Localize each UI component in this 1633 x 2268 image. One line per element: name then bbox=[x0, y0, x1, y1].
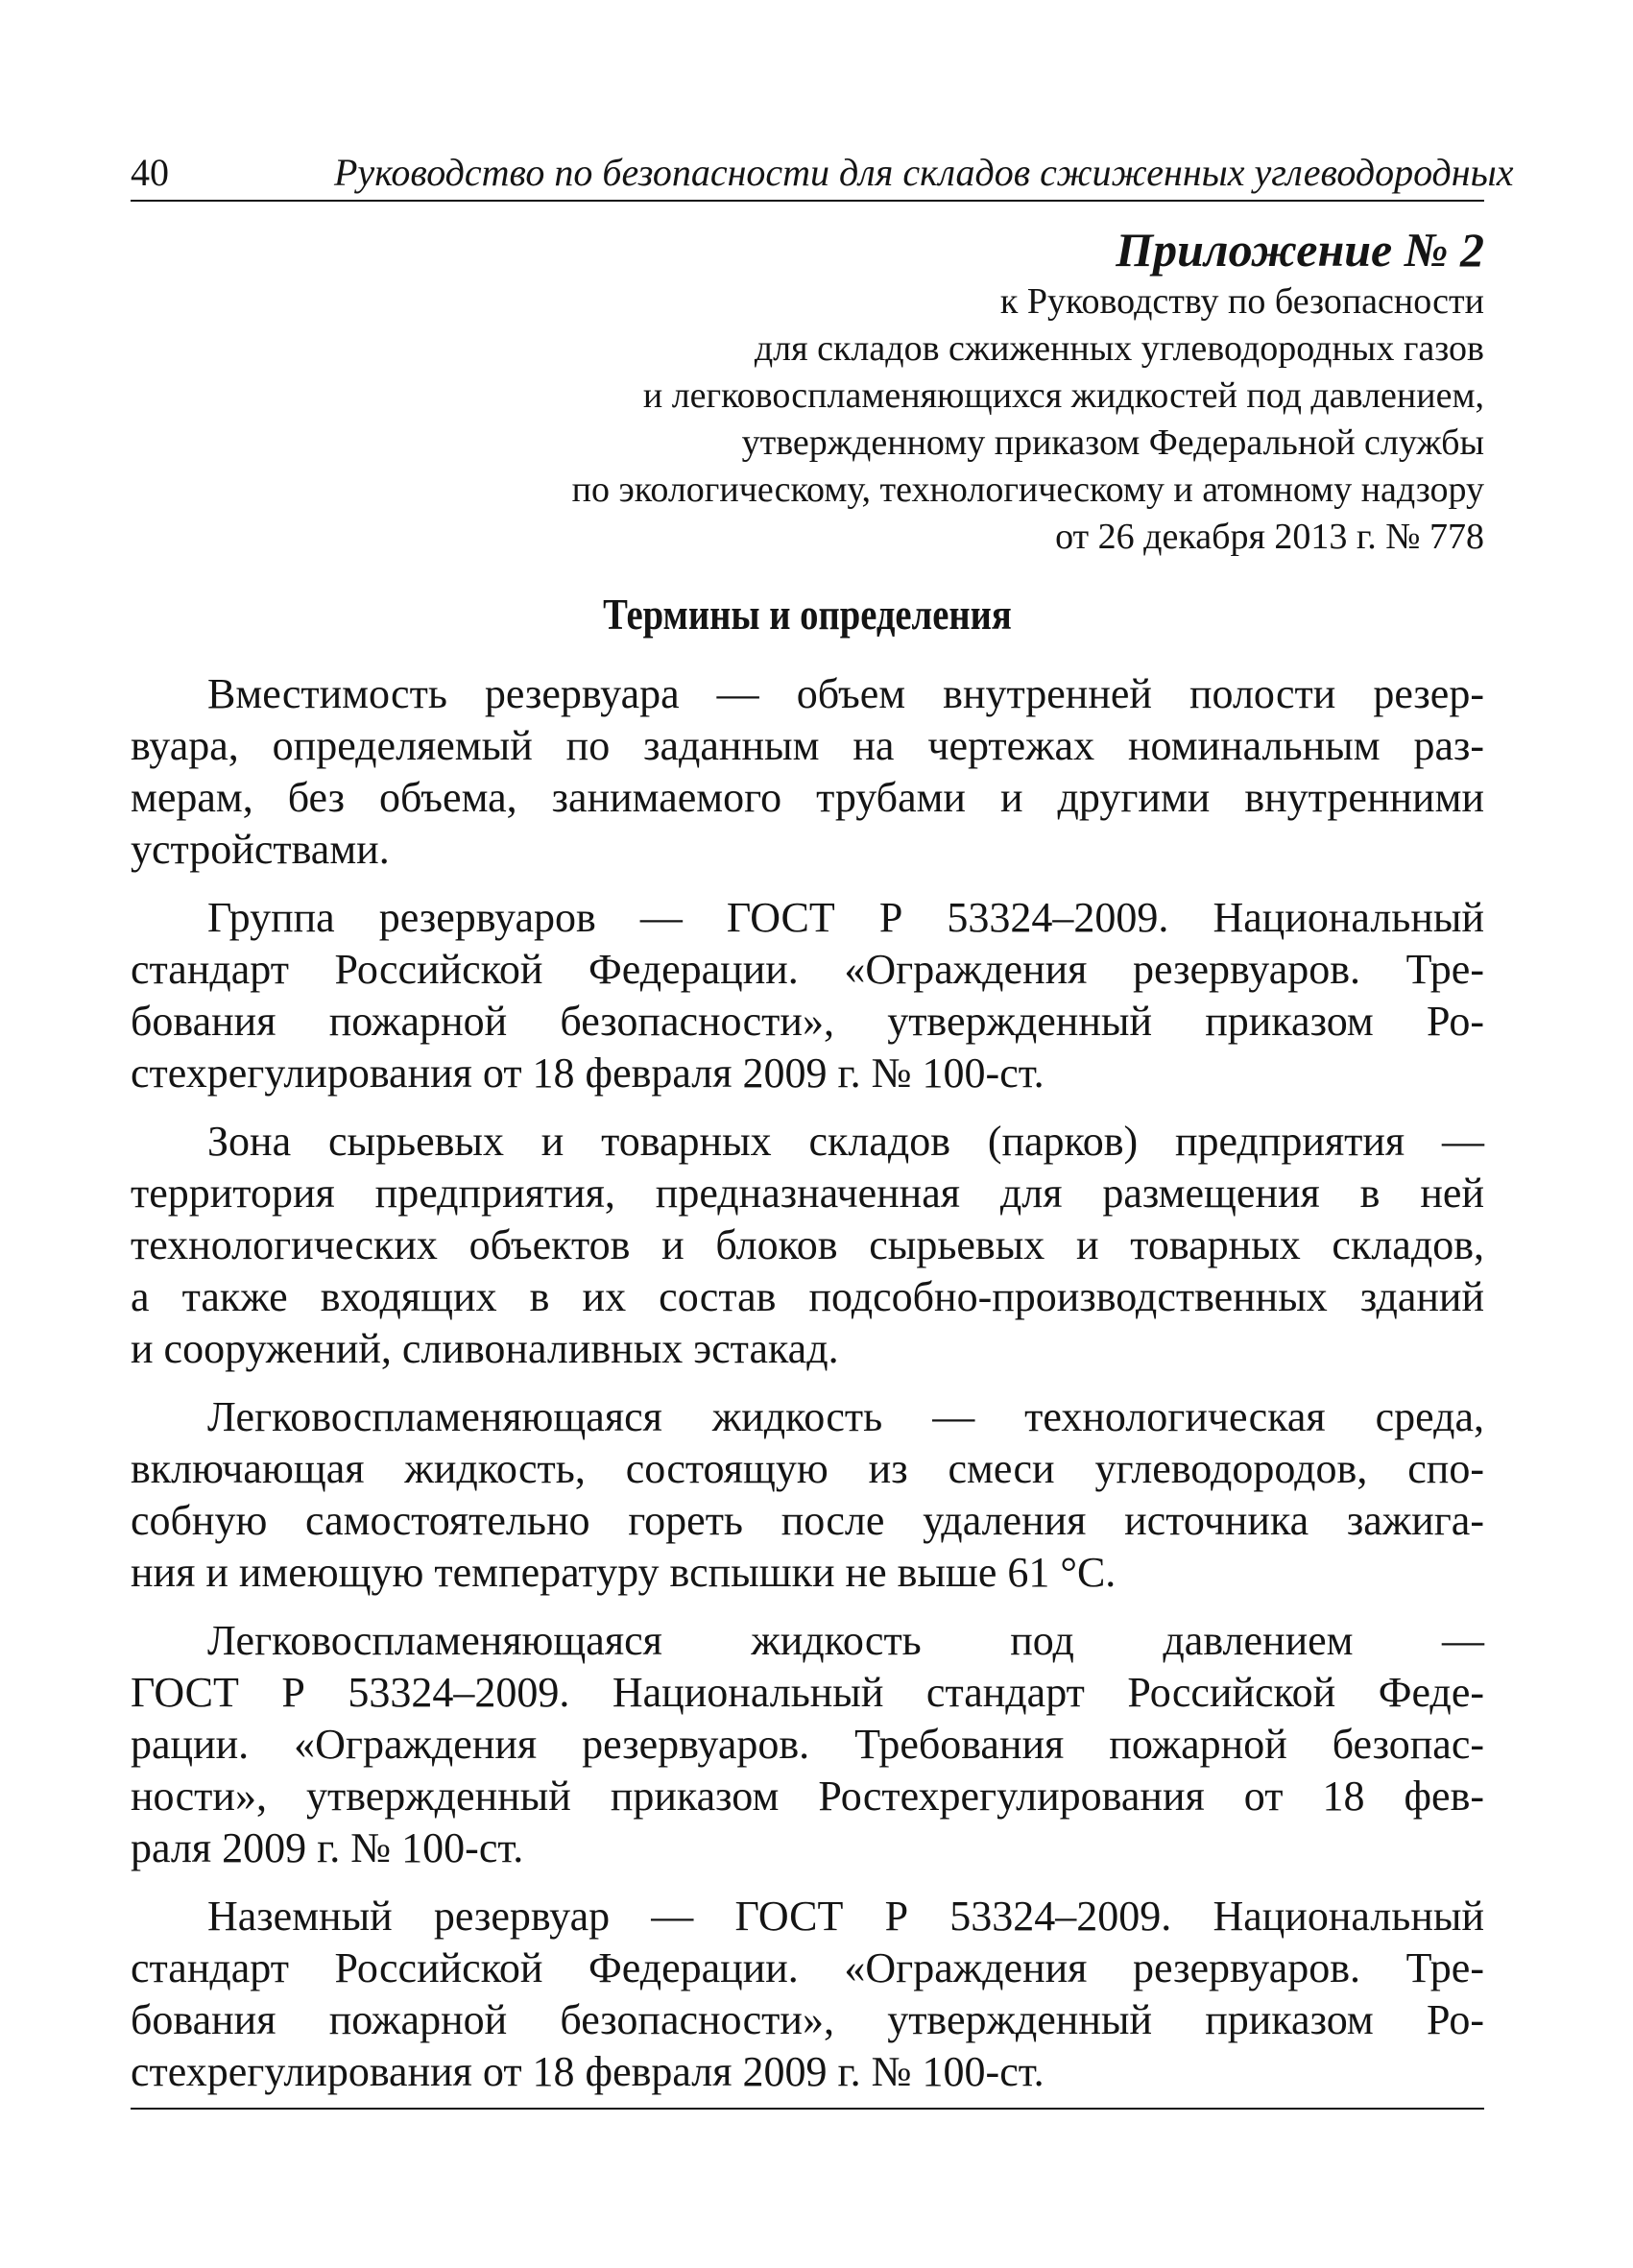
text-line: а также входящих в их состав подсобно-производственных зданий bbox=[131, 1273, 1484, 1320]
definition-paragraph bbox=[131, 1391, 1484, 1599]
definition-paragraph bbox=[131, 668, 1484, 876]
text-line: ния и имеющую температуру вспышки не выше 61 °C. bbox=[131, 1549, 1117, 1596]
text-line: включающая жидкость, состоящую из смеси углеводородов, спо- bbox=[131, 1445, 1484, 1492]
text-line: бования пожарной безопасности», утвержденный приказом Ро- bbox=[131, 998, 1484, 1045]
appendix-block bbox=[131, 221, 1484, 561]
document-page bbox=[131, 144, 1514, 2114]
appendix-line: по экологическому, технологическому и атомному надзору bbox=[571, 470, 1484, 510]
text-line: Вместимость резервуара — объем внутренней полости резер- bbox=[207, 670, 1484, 717]
text-line: территория предприятия, предназначенная для размещения в ней bbox=[131, 1170, 1484, 1217]
text-line: стандарт Российской Федерации. «Ограждения резервуаров. Тре- bbox=[131, 946, 1484, 993]
text-line: Зона сырьевых и товарных складов (парков) предприятия — bbox=[207, 1118, 1484, 1165]
appendix-line: и легковоспламеняющихся жидкостей под давлением, bbox=[642, 375, 1484, 416]
text-line: Наземный резервуар — ГОСТ Р 53324–2009. Национальный bbox=[207, 1893, 1484, 1940]
appendix-title: Приложение № 2 bbox=[1116, 223, 1484, 277]
running-title: Руководство по безопасности для складов сжиженных углеводородных bbox=[334, 151, 1514, 194]
text-line: раля 2009 г. № 100-ст. bbox=[131, 1824, 524, 1871]
text-line: Группа резервуаров — ГОСТ Р 53324–2009. Национальный bbox=[207, 894, 1484, 941]
text-line: ГОСТ Р 53324–2009. Национальный стандарт Российской Феде- bbox=[131, 1669, 1484, 1716]
text-line: технологических объектов и блоков сырьевых и товарных складов, bbox=[131, 1221, 1484, 1268]
definition-paragraph bbox=[131, 1116, 1484, 1375]
text-line: стехрегулирования от 18 февраля 2009 г. № 100-ст. bbox=[131, 2048, 1045, 2095]
text-line: устройствами. bbox=[131, 826, 390, 873]
text-line: стандарт Российской Федерации. «Ограждения резервуаров. Тре- bbox=[131, 1944, 1484, 1991]
text-line: Легковоспламеняющаяся жидкость — технологическая среда, bbox=[207, 1393, 1484, 1440]
page-number: 40 bbox=[131, 151, 169, 194]
text-line: бования пожарной безопасности», утвержденный приказом Ро- bbox=[131, 1996, 1484, 2043]
appendix-line: для складов сжиженных углеводородных газов bbox=[754, 328, 1484, 369]
definition-paragraph bbox=[131, 1615, 1484, 1874]
text-line: и сооружений, сливоналивных эстакад. bbox=[131, 1325, 839, 1372]
appendix-line: к Руководству по безопасности bbox=[999, 281, 1484, 322]
appendix-line: утвержденному приказом Федеральной службы bbox=[741, 422, 1484, 463]
text-line: Легковоспламеняющаяся жидкость под давлением — bbox=[207, 1617, 1484, 1664]
definition-paragraph bbox=[131, 1891, 1484, 2098]
text-line: вуара, определяемый по заданным на чертежах номинальным раз- bbox=[131, 722, 1484, 769]
text-line: ности», утвержденный приказом Ростехрегулирования от 18 фев- bbox=[131, 1773, 1484, 1820]
appendix-line: от 26 декабря 2013 г. № 778 bbox=[1055, 517, 1484, 557]
text-line: стехрегулирования от 18 февраля 2009 г. № 100-ст. bbox=[131, 1050, 1045, 1097]
running-header bbox=[131, 144, 1514, 202]
text-line: рации. «Ограждения резервуаров. Требования пожарной безопас- bbox=[131, 1721, 1484, 1768]
text-line: собную самостоятельно гореть после удаления источника зажига- bbox=[131, 1497, 1484, 1544]
section-title: Термины и определения bbox=[603, 590, 1012, 639]
text-line: мерам, без объема, занимаемого трубами и другими внутренними bbox=[131, 774, 1484, 821]
definition-paragraph bbox=[131, 892, 1484, 1099]
bottom-rule bbox=[131, 2108, 1484, 2110]
